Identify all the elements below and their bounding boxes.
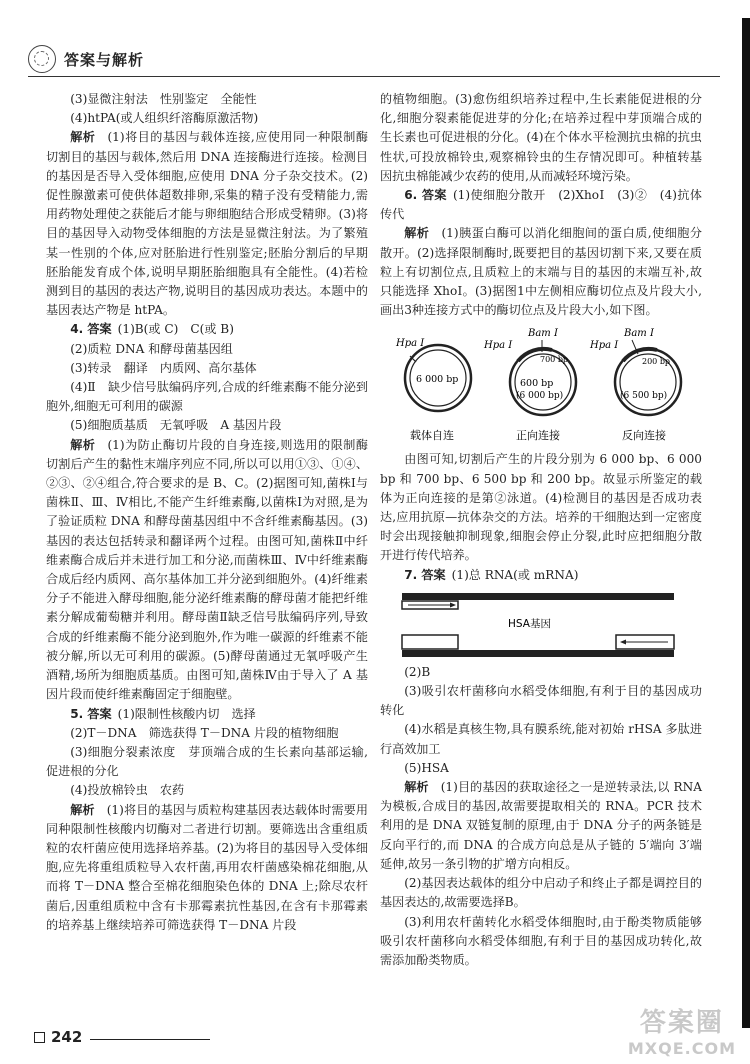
answer-line: (5)HSA <box>404 760 449 775</box>
question-answer <box>380 186 715 224</box>
explanation-paragraph: (3)利用农杆菌转化水稻受体细胞时,由于酚类物质能够吸引农杆菌移向水稻受体细胞,有利于目的基因成功转化,故需添加酚类物质。 <box>380 914 702 967</box>
size-label: 700 bp <box>540 355 569 365</box>
bam-label: Bam Ⅰ <box>528 328 558 340</box>
explanation-label: 解析 <box>404 780 429 795</box>
caption-forward-ligation: 正向连接 <box>516 429 560 443</box>
answer-line: (4)水稻是真核生物,具有膜系统,能对初始 rHSA 多肽进行高效加工 <box>380 722 702 756</box>
hpa-label: Hpa Ⅰ <box>396 338 425 350</box>
size-label: 200 bp <box>642 357 671 367</box>
plasmid-figure <box>380 326 702 446</box>
hsa-primer-diagram <box>380 587 702 661</box>
right-column <box>380 90 715 970</box>
box-left <box>402 635 458 649</box>
caption-self-ligation: 载体自连 <box>410 429 454 443</box>
book-logo-icon <box>28 45 56 73</box>
size-label: (6 500 bp) <box>620 391 668 402</box>
answer-text: (1)B(或 C) C(或 B) <box>117 322 234 337</box>
question-answer <box>46 320 368 339</box>
explanation-paragraph: (2)基因表达载体的组分中启动子和终止子都是调控目的基因表达的,故需要选择B。 <box>380 876 702 910</box>
size-label: (6 000 bp) <box>516 391 564 402</box>
explanation-label: 解析 <box>70 130 96 145</box>
answer-line: (3)转录 翻译 内质网、高尔基体 <box>70 360 257 375</box>
watermark-url: MXQE.COM <box>627 1039 736 1058</box>
hsa-gene-figure <box>380 587 702 661</box>
answer-line: (3)细胞分裂素浓度 芽顶端合成的生长素向基部运输,促进根的分化 <box>46 744 368 779</box>
dna-strand-bottom <box>402 650 674 657</box>
answer-label: 7. 答案 <box>404 567 446 582</box>
size-label: 600 bp <box>520 378 554 390</box>
question-answer <box>46 705 368 724</box>
explanation-text: (1)为防止酶切片段的自身连接,则选用的限制酶切割后产生的黏性末端序列应不同,所以可以用①③、①④、②③、②④组合,符合要求的是 B、C。(2)据图可知,菌株Ⅰ与菌株Ⅱ、Ⅲ、Ⅳ相比,不能产生纤维素酶,以菌株Ⅰ为对照,是为了验证质粒 DNA 和酵母菌基因组中不含纤维素酶基因。(3)基因的表达包括转录和翻译两个过程。由图可知,菌株Ⅱ中纤维素酶合成后并未进行加工和分泌,而菌株Ⅲ、Ⅳ中纤维素酶合成后经内质网、高尔基体加工并分泌到细胞外。(4)纤维素分子不能进入酵母细胞,能分泌纤维素酶的酵母菌才能把纤维素分解成葡萄糖并利用。酵母菌Ⅱ缺乏信号肽编码序列,导致合成的纤维素酶不能分泌到胞外,作为唯一碳源的纤维素不能被分解,所以无可利用的碳源。(5)酵母菌通过无氧呼吸产生酒精,场所为细胞质基质。由图可知,菌株Ⅳ由于导入了 A 基因片段而使纤维素酶固定于细胞壁。 <box>46 437 368 702</box>
explanation-paragraph <box>380 778 702 874</box>
answer-line: (2)质粒 DNA 和酵母菌基因组 <box>70 341 233 356</box>
answer-line: (4)Ⅱ 缺少信号肽编码序列,合成的纤维素酶不能分泌到胞外,细胞无可利用的碳源 <box>46 380 368 414</box>
plasmid-diagram <box>380 326 702 446</box>
answer-label: 4. 答案 <box>70 322 112 337</box>
watermark-title: 答案圈 <box>639 1008 724 1038</box>
explanation-label: 解析 <box>70 802 95 817</box>
plasmid-self-ligation <box>395 338 471 442</box>
bam-label: Bam Ⅰ <box>624 328 654 340</box>
answer-line: (2)B <box>404 664 431 679</box>
answer-text: (1)使细胞分散开 (2)XhoⅠ (3)② (4)抗体 传代 <box>380 188 715 222</box>
footer <box>34 1028 210 1046</box>
hpa-label: Hpa Ⅰ <box>484 340 513 352</box>
explanation-paragraph <box>46 128 368 320</box>
answer-line: (3)吸引农杆菌移向水稻受体细胞,有利于目的基因成功转化 <box>380 684 702 718</box>
dna-strand-top <box>402 593 674 600</box>
question-answer <box>380 566 702 585</box>
answer-label: 6. 答案 <box>404 188 447 203</box>
page-edge-bar <box>742 18 750 1028</box>
explanation-label: 解析 <box>404 226 430 241</box>
answer-line: (3)显微注射法 性别鉴定 全能性 <box>70 92 257 106</box>
caption-reverse-ligation: 反向连接 <box>622 429 666 443</box>
size-label: 6 000 bp <box>416 374 459 386</box>
hpa-label: Hpa Ⅰ <box>590 340 619 352</box>
explanation-label: 解析 <box>70 437 96 452</box>
explanation-paragraph <box>380 224 702 320</box>
answer-line: (5)细胞质基质 无氧呼吸 A 基因片段 <box>70 418 282 433</box>
explanation-paragraph <box>46 801 368 935</box>
header-title: 答案与解析 <box>64 50 145 69</box>
footer-rule <box>90 1039 210 1040</box>
explanation-paragraph <box>46 436 368 705</box>
explanation-text: (1)将目的基因与质粒构建基因表达载体时需要用同种限制性核酸内切酶对二者进行切割。要筛选出含重组质粒的农杆菌应使用选择培养基。(2)为将目的基因导入受体细胞,应先将重组质粒导入农杆菌,再用农杆菌感染棉花细胞,从而将 T－DNA 整合至棉花细胞染色体的 DNA 上;除尽农杆菌后,因重组质粒中含有卡那霉素抗性基因,在含有卡那霉素的培养基上继续培养可筛选获得 T－DNA 片段 <box>46 802 368 932</box>
explanation-text: (1)将目的基因与载体连接,应使用同一种限制酶切割目的基因与载体,然后用 DNA 连接酶进行连接。检测目的基因是否导入受体细胞,应使用 DNA 分子杂交技术。(2)促性腺激素可使供体超数排卵,采集的精子没有受精能力,需用药物处理使之获能后才能与卵细胞结合形成受精卵。(3)将目的基因导入动物受体细胞的方法是显微注射法。为了繁殖某一性别的个体,应对胚胎进行性别鉴定;胚胎分割后的早期胚胎能发育成个体,说明早期胚胎细胞具有全能性。(4)若检测到目的基因的表达产物,说明目的基因成功表达。本题中的基因表达产物是 htPA。 <box>46 130 368 318</box>
explanation-continued: 的植物细胞。(3)愈伤组织培养过程中,生长素能促进根的分化,细胞分裂素能促进芽的分化;在培养过程中芽顶端合成的生长素也可促进根的分化。(4)在个体水平检测抗虫棉的抗虫性状,可投放棉铃虫,观察棉铃虫的生存情况即可。种植转基因抗虫棉能减少农药的使用,从而减轻环境污染。 <box>380 92 702 183</box>
left-column <box>46 90 368 935</box>
answer-line: (4)投放棉铃虫 农药 <box>70 783 185 798</box>
header <box>28 44 144 74</box>
answer-line: (2)T－DNA 筛选获得 T－DNA 片段的植物细胞 <box>70 725 339 740</box>
explanation-text: (1)目的基因的获取途径之一是逆转录法,以 RNA 为模板,合成目的基因,故需要提取相关的 RNA。PCR 技术利用的是 DNA 双链复制的原理,由于 DNA 分子的两条链是反向平行的,而 DNA 的合成方向总是从子链的 5′端向 3′端延伸,故另一条引物的扩增方向相反。 <box>380 780 702 871</box>
plasmid-forward-ligation <box>483 328 576 442</box>
hsa-gene-label: HSA基因 <box>508 617 551 630</box>
answer-line: (4)htPA(或人组织纤溶酶原激活物) <box>70 111 259 126</box>
square-bullet-icon <box>34 1032 45 1043</box>
explanation-continued: 由图可知,切割后产生的片段分别为 6 000 bp、6 000 bp 和 700 bp、6 500 bp 和 200 bp。故显示所鉴定的载体为正向连接的是第②泳道。(4)检测目的基因是否成功表达,应用抗原—抗体杂交的方法。培养的干细胞达到一定密度时会出现接触抑制现象,细胞会停止分裂,此时应把细胞分散开进行传代培养。 <box>380 452 702 563</box>
answer-label: 5. 答案 <box>70 706 112 721</box>
explanation-text: (1)胰蛋白酶可以消化细胞间的蛋白质,使细胞分散开。(2)选择限制酶时,既要把目的基因切割下来,又要在质粒上有切割位点,且质粒上的末端与目的基因的末端互补,故只能选择 XhoⅠ。(3)据图1中左侧相应酶切位点及片段大小,画出3种连接方式中的酶切位点及片段大小,如下图。 <box>380 226 702 318</box>
plasmid-reverse-ligation <box>589 328 681 442</box>
header-divider <box>28 76 720 77</box>
site-watermark <box>628 1002 736 1058</box>
answer-text: (1)限制性核酸内切 选择 <box>117 706 256 721</box>
page-number: 242 <box>51 1028 83 1046</box>
answer-text: (1)总 RNA(或 mRNA) <box>451 567 579 582</box>
